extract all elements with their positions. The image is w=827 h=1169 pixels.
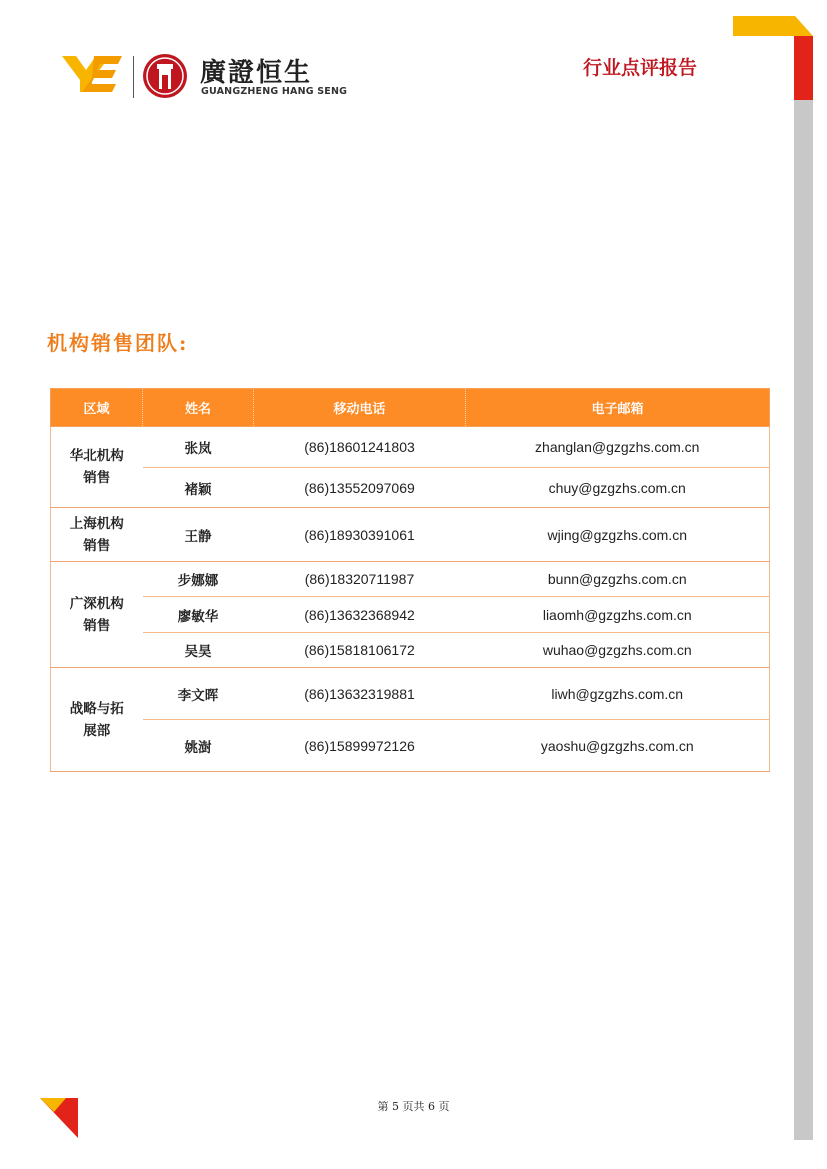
table-row bbox=[51, 720, 770, 772]
contact-email: chuy@gzgzhs.com.cn bbox=[466, 468, 770, 508]
logo-divider bbox=[133, 56, 134, 98]
region-label-line1: 上海机构 bbox=[69, 515, 124, 532]
page-number: 第 5 页共 6 页 bbox=[377, 1100, 450, 1113]
region-label-line2: 销售 bbox=[83, 537, 111, 554]
region-label-line2: 展部 bbox=[83, 722, 111, 739]
contact-name: 王静 bbox=[143, 508, 254, 562]
contact-name: 张岚 bbox=[143, 427, 254, 468]
contact-name: 吴昊 bbox=[143, 633, 254, 668]
table-row bbox=[51, 468, 770, 508]
contact-phone: (86)18320711987 bbox=[254, 562, 466, 597]
region-cell bbox=[51, 562, 143, 668]
contact-email: liaomh@gzgzhs.com.cn bbox=[466, 597, 770, 633]
contact-email: liwh@gzgzhs.com.cn bbox=[466, 668, 770, 720]
region-label-line1: 华北机构 bbox=[69, 448, 124, 464]
seal-logo-icon bbox=[142, 53, 188, 99]
region-label-line1: 战略与拓 bbox=[69, 700, 124, 717]
region-cell bbox=[51, 427, 143, 508]
contact-email: bunn@gzgzhs.com.cn bbox=[466, 562, 770, 597]
table-row bbox=[51, 597, 770, 633]
table-row bbox=[51, 668, 770, 720]
region-cell bbox=[51, 668, 143, 772]
table-row bbox=[51, 562, 770, 597]
contact-name: 步娜娜 bbox=[143, 562, 254, 597]
region-label-line2: 销售 bbox=[83, 617, 111, 634]
region-cell bbox=[51, 508, 143, 562]
table-row bbox=[51, 633, 770, 668]
section-title: 机构销售团队: bbox=[47, 331, 189, 355]
contact-phone: (86)15899972126 bbox=[254, 720, 466, 772]
contact-phone: (86)13552097069 bbox=[254, 468, 466, 508]
region-label-line2: 销售 bbox=[83, 470, 111, 486]
column-header-email: 电子邮箱 bbox=[466, 389, 770, 427]
table-row bbox=[51, 508, 770, 562]
ye-logo-icon bbox=[60, 52, 124, 96]
column-header-region: 区域 bbox=[51, 389, 143, 427]
corner-decoration-top-right bbox=[733, 16, 813, 100]
contact-name: 褚颖 bbox=[143, 468, 254, 508]
contact-email: yaoshu@gzgzhs.com.cn bbox=[466, 720, 770, 772]
contact-email: zhanglan@gzgzhs.com.cn bbox=[466, 427, 770, 468]
table-header-row bbox=[51, 389, 770, 427]
column-header-phone: 移动电话 bbox=[254, 389, 466, 427]
contact-name: 李文晖 bbox=[143, 668, 254, 720]
column-header-name: 姓名 bbox=[143, 389, 254, 427]
company-name-cn: 廣證恒生 bbox=[200, 58, 313, 88]
contact-phone: (86)13632368942 bbox=[254, 597, 466, 633]
report-type-label: 行业点评报告 bbox=[582, 57, 697, 79]
sales-team-table bbox=[50, 388, 770, 772]
contact-name: 廖敏华 bbox=[143, 597, 254, 633]
company-name-en: GUANGZHENG HANG SENG bbox=[201, 86, 348, 97]
contact-name: 姚澍 bbox=[143, 720, 254, 772]
contact-phone: (86)18601241803 bbox=[254, 427, 466, 468]
contact-phone: (86)18930391061 bbox=[254, 508, 466, 562]
region-label-line1: 广深机构 bbox=[69, 595, 124, 612]
table-row bbox=[51, 427, 770, 468]
contact-email: wuhao@gzgzhs.com.cn bbox=[466, 633, 770, 668]
contact-phone: (86)13632319881 bbox=[254, 668, 466, 720]
side-bar-decoration bbox=[794, 100, 813, 1140]
contact-phone: (86)15818106172 bbox=[254, 633, 466, 668]
contact-email: wjing@gzgzhs.com.cn bbox=[466, 508, 770, 562]
